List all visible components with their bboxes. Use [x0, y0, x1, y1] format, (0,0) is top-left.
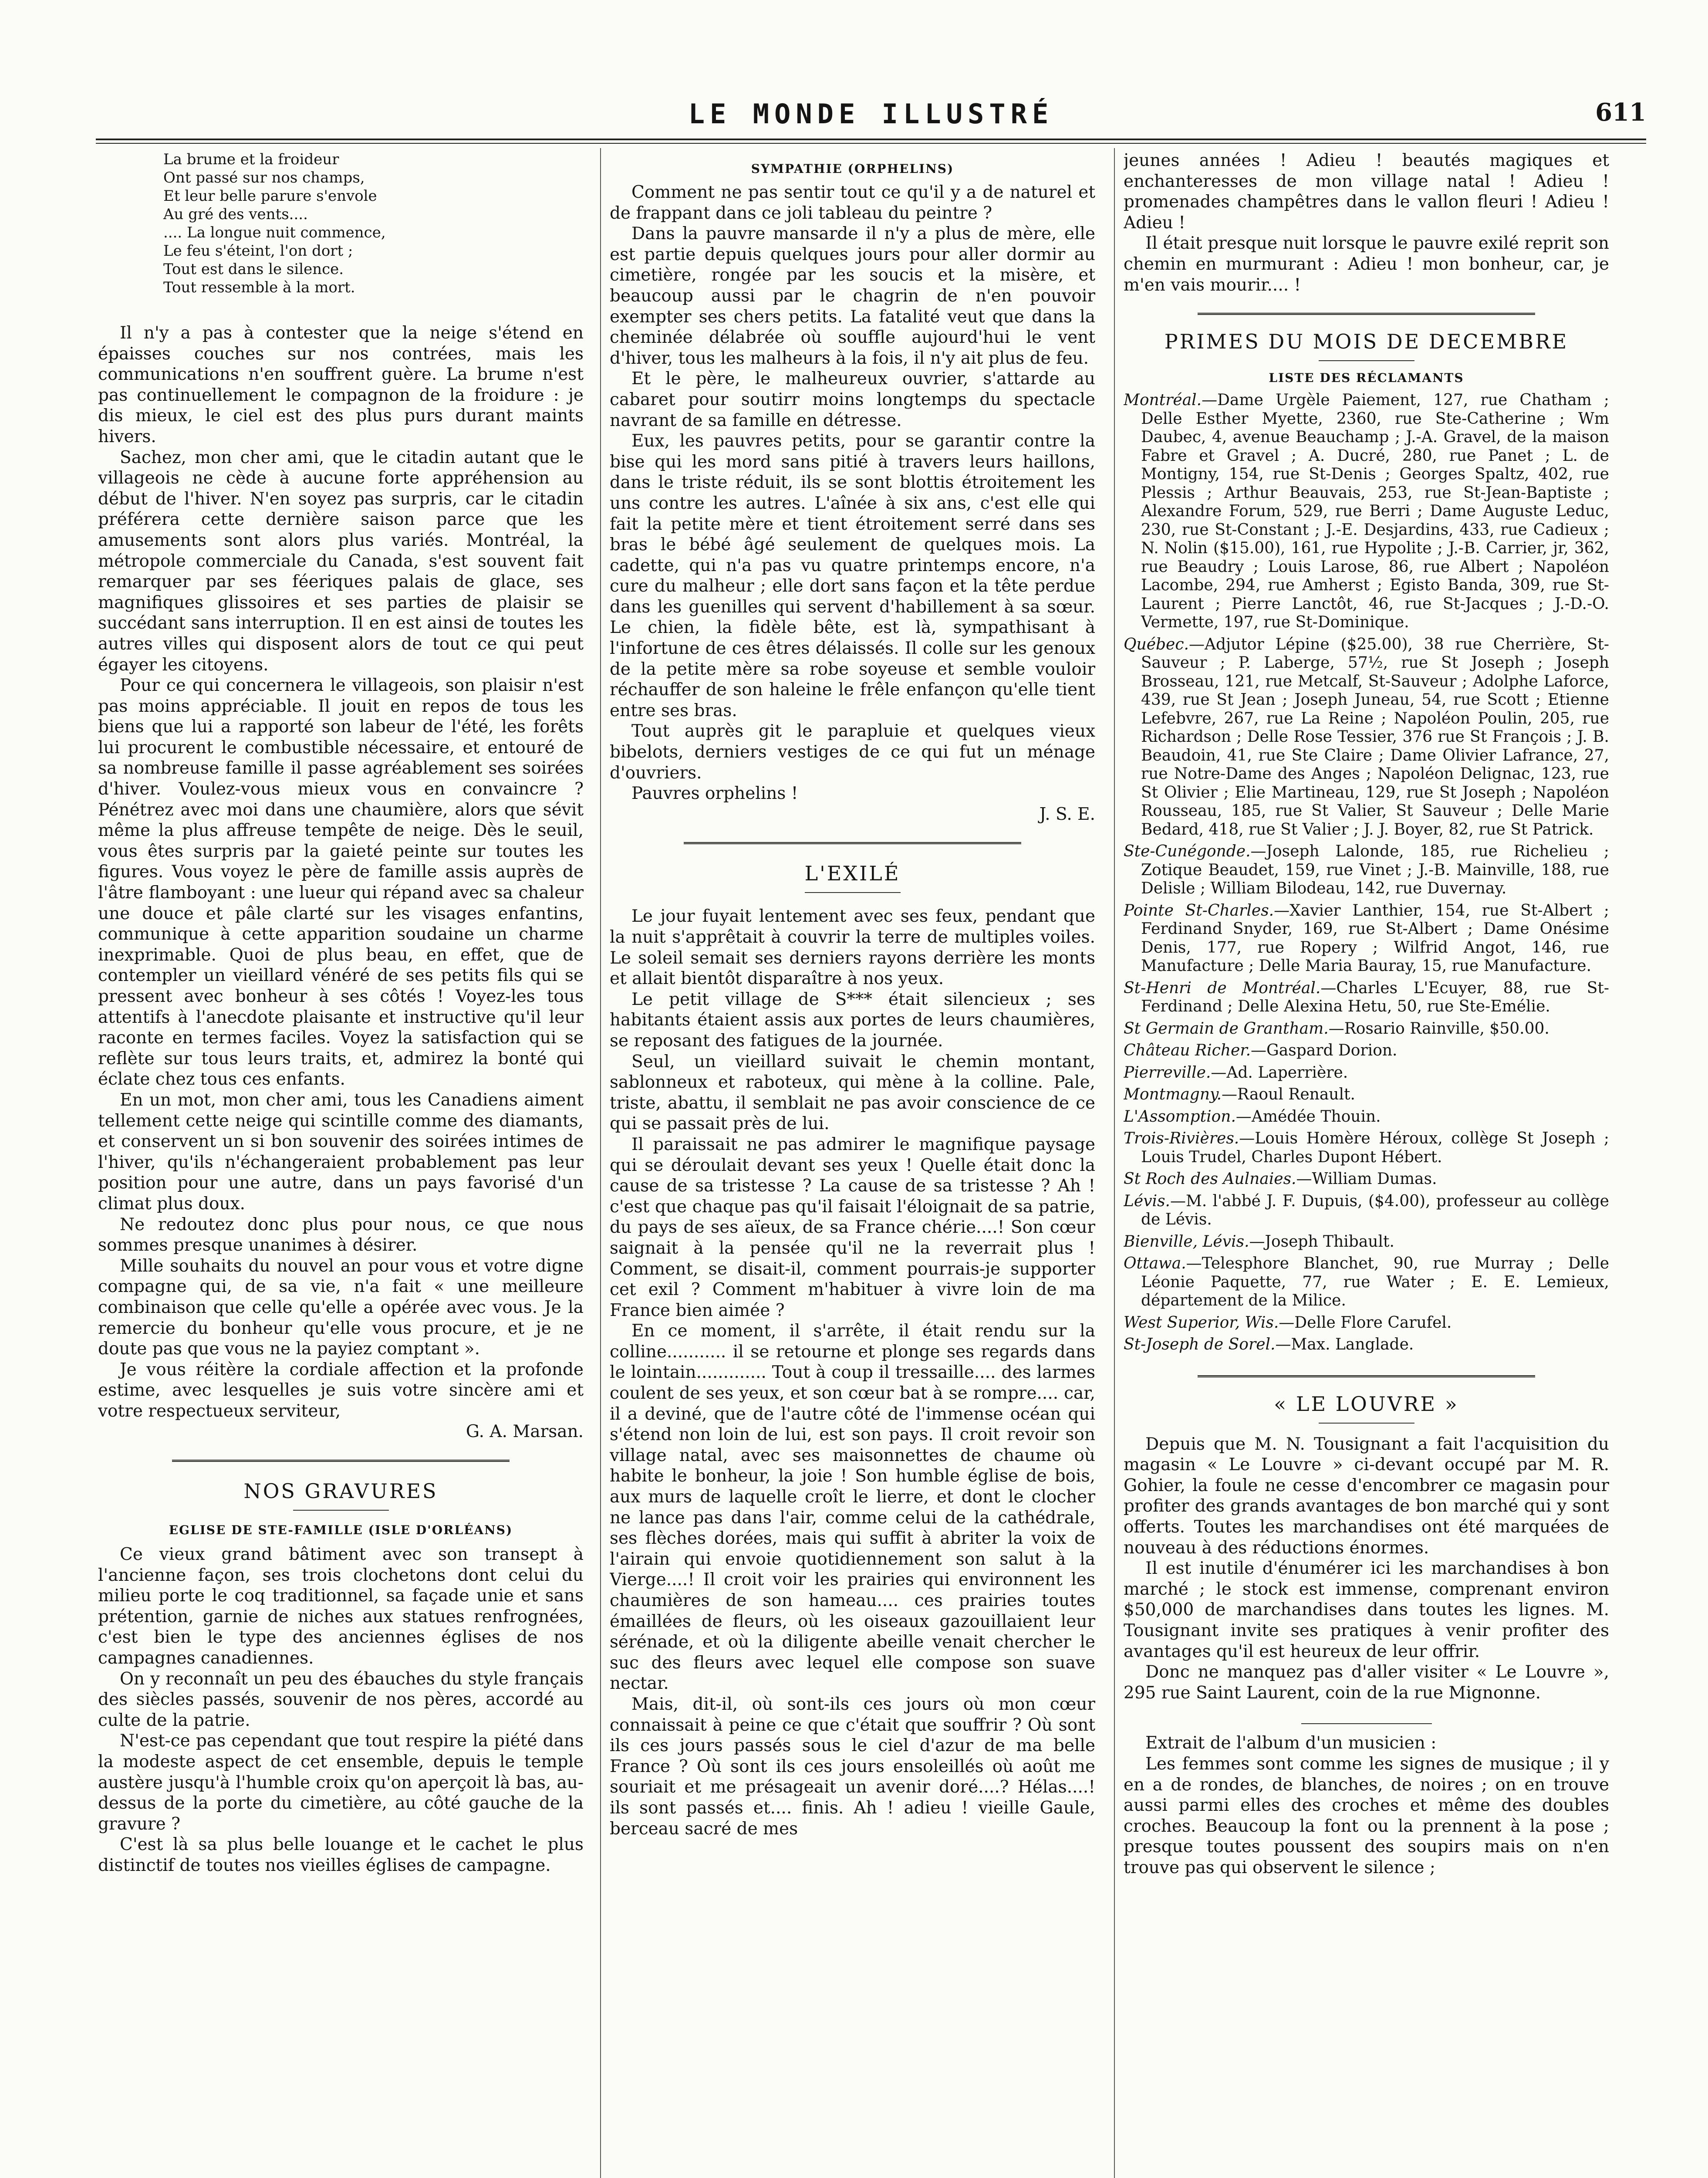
list-item: [1124, 1086, 1609, 1104]
section-title-louvre: « LE LOUVRE »: [1274, 1392, 1459, 1416]
exile-continued-paragraph: Il était presque nuit lorsque le pauvre exilé reprit son chemin en murmurant : Adieu ! mon bonheur, car, je m'en vais mourir.... !: [1124, 233, 1609, 295]
column-divider: [1114, 148, 1115, 2178]
newspaper-title: LE MONDE ILLUSTRÉ: [688, 98, 1054, 130]
list-item: [1124, 1336, 1609, 1354]
poem-line: Tout ressemble à la mort.: [163, 279, 355, 296]
gravures-paragraph: On y reconnaît un peu des ébauches du style français des siècles passés, souvenir de nos pères, accordé au culte de la patrie.: [98, 1669, 584, 1730]
sympathie-paragraph: Comment ne pas sentir tout ce qu'il y a de naturel et de frappant dans ce joli tableau du peintre ?: [610, 183, 1095, 223]
claimant-place: St-Henri de Montréal.: [1124, 979, 1321, 997]
column-2: [610, 150, 1095, 2178]
louvre-paragraph: Donc ne manquez pas d'aller visiter « Le Louvre », 295 rue Saint Laurent, coin de la rue Mignonne.: [1124, 1662, 1609, 1703]
sympathie-paragraph: Tout auprès git le parapluie et quelques vieux bibelots, derniers vestiges de ce qui fut un ménage d'ouvriers.: [610, 721, 1095, 783]
gravures-paragraph: Ce vieux grand bâtiment avec son transept à l'ancienne façon, ses trois clochetons dont celui du milieu porte le coq traditionnel, sa façade unie et sans prétention, garnie de niches aux statues renfrognées, c'est bien le type des anciennes églises de nos campagnes canadiennes.: [98, 1545, 584, 1668]
sympathie-paragraph: Dans la pauvre mansarde il n'y a plus de mère, elle est partie depuis quelques jours pour aller dormir au cimetière, rongée par les soucis et la misère, et beaucoup aussi par le chagrin de n'en pouvoir exempter ses chers petits. La fatalité veut que dans la cheminée délabrée où souffle aujourd'hui le vent d'hiver, tous les malheurs à la fois, il n'y ait plus de feu.: [610, 224, 1095, 368]
claimant-place: Château Richer.: [1124, 1042, 1251, 1060]
list-item: [1124, 1170, 1609, 1189]
claimant-place: Lévis.: [1124, 1192, 1170, 1210]
claimant-place: Montréal.: [1124, 391, 1202, 409]
claimant-place: Québec.: [1124, 635, 1189, 653]
column-divider: [600, 148, 601, 2178]
claimant-names: —Max. Langlade.: [1275, 1336, 1414, 1354]
album-paragraph: Les femmes sont comme les signes de musique ; il y en a de rondes, de blanches, de noires ; on en trouve aussi parmi elles des croches et même des doubles croches. Beaucoup la font ou la prennent à la pose ; presque toutes poussent des soupirs mais on n'en trouve pas qui observent le silence ;: [1124, 1754, 1609, 1877]
claimant-place: St-Joseph de Sorel.: [1124, 1336, 1276, 1354]
claimant-place: L'Assomption.: [1124, 1107, 1236, 1126]
list-item: [1124, 1255, 1609, 1310]
claimant-place: Pierreville.: [1124, 1063, 1211, 1082]
claimant-names: —Joseph Thibault.: [1249, 1232, 1394, 1251]
list-item: [1124, 1020, 1609, 1038]
claimant-names: —Joseph Lalonde, 185, rue Richelieu ; Zotique Beaudet, 159, rue Vinet ; J.-B. Mainville, 188, rue Delisle ; William Bilodeau, 142, rue Duvernay.: [1141, 842, 1609, 898]
primes-subtitle: LISTE DES RÉCLAMANTS: [1269, 371, 1464, 386]
claimant-names: —Rosario Rainville, $50.00.: [1328, 1019, 1549, 1038]
exile-paragraph: Le jour fuyait lentement avec ses feux, pendant que la nuit s'apprêtait à couvrir la terre de multiples voiles. Le soleil semait ses derniers rayons derrière les monts et allait bientôt disparaître à nos yeux.: [610, 906, 1095, 989]
list-item: [1124, 1314, 1609, 1333]
poem-line: Ont passé sur nos champs,: [163, 169, 365, 186]
poem-line: La brume et la froideur: [163, 151, 339, 168]
claimant-names: —Gaspard Dorion.: [1251, 1042, 1397, 1060]
header-rule: [96, 139, 1646, 140]
list-item: [1124, 979, 1609, 1016]
claimant-names: —Telesphore Blanchet, 90, rue Murray ; Delle Léonie Paquette, 77, rue Water ; E. E. Lemieux, département de la Milice.: [1141, 1255, 1609, 1310]
letter-paragraph: Pour ce qui concernera le villageois, son plaisir n'est pas moins appréciable. Il jouit en repos de tous les biens que lui a rapporté son labeur de l'été, les forêts lui procurent le combustible nécessaire, et entouré de sa nombreuse famille il passe agréablement ses soirées d'hiver. Voulez-vous mieux vous en convaincre ? Pénétrez avec moi dans une chaumière, alors que sévit même la plus affreuse tempête de neige. Dès le seuil, vous êtes surpris par la gaieté peinte sur toutes les figures. Vous voyez le père de famille assis auprès de l'âtre flamboyant : une lueur qui répand avec sa chaleur une douce et pâle clarté sur les visages enfantins, communique à cette apparition soudaine un charme inexprimable. Quoi de plus beau, en effet, que de contempler un vieillard vénéré de ses petits fils qui se pressent avec bonheur à ses côtés ! Voyez-les tous attentifs à l'anecdote plaisante et instructive qu'il leur raconte en termes faciles. Voyez la satisfaction qui se reflète sur tous leurs traits, et, admirez la bonté qui éclate chez tous ces enfants.: [98, 676, 584, 1089]
sympathie-signature: J. S. E.: [1039, 804, 1095, 824]
claimant-names: —Delle Flore Carufel.: [1279, 1313, 1452, 1332]
column-3: [1124, 150, 1609, 2178]
claimant-place: St Roch des Aulnaies.: [1124, 1170, 1296, 1188]
letter-paragraph: En un mot, mon cher ami, tous les Canadiens aiment tellement cette neige qui scintille comme des diamants, et conservent un si bon souvenir des soirées intimes de l'hiver, qu'ils n'échangeraient probablement pas leur position pour une autre, dans un pays favorisé d'un climat plus doux.: [98, 1090, 584, 1214]
claimant-place: Pointe St-Charles.: [1124, 901, 1274, 920]
exile-continued-paragraph: jeunes années ! Adieu ! beautés magiques et enchanteresses de mon village natal ! Adieu ! promenades champêtres dans le vallon fleuri ! Adieu ! Adieu !: [1124, 151, 1609, 233]
poem-line: Au gré des vents....: [163, 206, 308, 223]
claimant-place: Ste-Cunégonde.: [1124, 842, 1251, 861]
section-title-exile: L'EXILÉ: [804, 862, 901, 886]
poem-line: Et leur belle parure s'envole: [163, 187, 377, 205]
header-rule-thin: [96, 143, 1646, 144]
list-item: [1124, 1042, 1609, 1060]
list-item: [1124, 1064, 1609, 1082]
list-item: [1124, 391, 1609, 632]
claimant-names: —William Dumas.: [1296, 1170, 1437, 1188]
sympathie-paragraph: Eux, les pauvres petits, pour se garantir contre la bise qui les mord sans pitié à travers leurs haillons, dans le triste réduit, ils se sont blottis étroitement les uns contre les autres. L'aînée à six ans, c'est elle qui fait la petite mère et tient étroitement serré dans ses bras le bébé âgé seulement de quelques mois. La cadette, qui n'a pas vu quatre printemps encore, n'a cure du malheur ; elle dort sans façon et la tête perdue dans les guenilles qui servent d'habillement à sa sœur. Le chien, la fidèle bête, est là, sympathisant à l'infortune de ces êtres délaissés. Il colle sur les genoux de la petite mère sa robe soyeuse et semble vouloir réchauffer de son haleine le frêle enfançon qu'elle tient entre ses bras.: [610, 431, 1095, 720]
claimant-place: Ottawa.: [1124, 1255, 1186, 1273]
poem-line: Tout est dans le silence.: [163, 260, 344, 278]
list-item: [1124, 1130, 1609, 1167]
claimant-place: West Superior, Wis.: [1124, 1313, 1279, 1332]
gravures-subtitle: EGLISE DE STE-FAMILLE (ISLE D'ORLÉANS): [169, 1523, 513, 1538]
claimant-names: —Xavier Lanthier, 154, rue St-Albert ; Ferdinand Snyder, 169, rue St-Albert ; Dame Onésime Denis, 177, rue Ropery ; Wilfrid Angot, 146, rue Manufacture ; Delle Maria Bauray, 15, rue Manufacture.: [1141, 901, 1609, 975]
claimant-names: —Dame Urgèle Paiement, 127, rue Chatham ; Delle Esther Myette, 2360, rue Ste-Catherine ; Wm Daubec, 4, avenue Beauchamp ; J.-A. Gravel, de la maison Fabre et Gravel ; A. Ducré, 280, rue Panet ; L. de Montigny, 154, rue St-Denis ; Georges Spaltz, 402, rue Plessis ; Arthur Beauvais, 253, rue St-Jean-Baptiste ; Alexandre Forum, 529, rue Berri ; Dame Auguste Leduc, 230, rue St-Constant ; J.-E. Desjardins, 433, rue Cadieux ; N. Nolin ($15.00), 161, rue Hypolite ; J.-B. Carrier, jr, 362, rue Beaudry ; Louis Larose, 86, rue Albert ; Napoléon Lacombe, 294, rue Amherst ; Egisto Banda, 309, rue St-Laurent ; Pierre Lanctôt, 46, rue St-Jacques ; J.-D.-O. Vermette, 197, rue St-Dominique.: [1141, 391, 1609, 632]
letter-paragraph: Ne redoutez donc plus pour nous, ce que nous sommes presque unanimes à désirer.: [98, 1214, 584, 1255]
list-item: [1124, 1192, 1609, 1229]
list-item: [1124, 902, 1609, 976]
claimant-place: St Germain de Grantham.: [1124, 1019, 1329, 1038]
letter-signature: G. A. Marsan.: [466, 1422, 584, 1442]
letter-paragraph: Il n'y a pas à contester que la neige s'étend en épaisses couches sur nos contrées, mais les communications n'en souffrent guère. La brume n'est pas continuellement le compagnon de la froidure : je dis mieux, le ciel est des plus purs durant maints hivers.: [98, 323, 584, 446]
exile-paragraph: Seul, un vieillard suivait le chemin montant, sablonneux et raboteux, qui mène à la colline. Pale, triste, abattu, il semblait ne pas avoir conscience de ce qui se passait près de lui.: [610, 1052, 1095, 1134]
section-title-primes: PRIMES DU MOIS DE DECEMBRE: [1164, 330, 1569, 354]
louvre-paragraph: Depuis que M. N. Tousignant a fait l'acquisition du magasin « Le Louvre » ci-devant occupé par M. R. Gohier, la foule ne cesse d'encombrer ce magasin pour profiter des grands avantages de bon marché qui y sont offerts. Toutes les marchandises ont été marquées de nouveau à des réductions énormes.: [1124, 1434, 1609, 1558]
claimant-names: —Louis Homère Héroux, collège St Joseph ; Louis Trudel, Charles Dupont Hébert.: [1141, 1130, 1609, 1166]
sympathie-title: SYMPATHIE (ORPHELINS): [751, 162, 954, 176]
poem-line: .... La longue nuit commence,: [163, 224, 386, 241]
exile-paragraph: Il paraissait ne pas admirer le magnifique paysage qui se déroulait devant ses yeux ! Quelle était donc la cause de sa tristesse ? La cause de sa tristesse ? Ah ! c'est que chaque pas qu'il faisait l'éloignait de sa patrie, du pays de ses aïeux, de sa France chérie....! Son cœur saignait à la pensée qu'il ne la reverrait plus ! Comment, se disait-il, comment pourrais-je supporter cet exil ? Comment m'habituer à vivre loin de ma France bien aimée ?: [610, 1134, 1095, 1320]
list-item: [1124, 1108, 1609, 1126]
louvre-paragraph: Il est inutile d'énumérer ici les marchandises à bon marché ; le stock est immense, comprenant environ $50,000 de marchandises dans toutes les lignes. M. Tousignant invite ses pratiques à venir profiter des avantages qu'il est heureux de leur offrir.: [1124, 1559, 1609, 1661]
list-item: [1124, 1233, 1609, 1251]
letter-paragraph: Mille souhaits du nouvel an pour vous et votre digne compagne qui, de sa vie, n'a fait « une meilleure combinaison que celle qu'elle a opérée avec vous. Je la remercie du bonheur qu'elle vous procure, et je ne doute pas que vous ne la payiez comptant ».: [98, 1256, 584, 1359]
claimants-list: [1124, 391, 1609, 1354]
masthead: [96, 98, 1646, 137]
claimant-place: Bienville, Lévis.: [1124, 1232, 1249, 1251]
claimant-names: —Raoul Renault.: [1222, 1086, 1355, 1104]
section-title-gravures: NOS GRAVURES: [243, 1479, 438, 1503]
claimant-names: —Charles L'Ecuyer, 88, rue St-Ferdinand ; Delle Alexina Hetu, 50, rue Ste-Emélie.: [1141, 979, 1609, 1016]
gravures-paragraph: N'est-ce pas cependant que tout respire la piété dans la modeste aspect de cet ensemble, depuis le temple austère jusqu'à l'humble croix qu'on aperçoit là bas, au-dessus de la porte du cimetière, au côté gauche de la gravure ?: [98, 1731, 584, 1834]
claimant-names: —Adjutor Lépine ($25.00), 38 rue Cherrière, St-Sauveur ; P. Laberge, 57½, rue St Joseph ; Joseph Brosseau, 121, rue Metcalf, St-Sauveur ; Adolphe Laforce, 439, rue St Jean ; Joseph Juneau, 54, rue Scott ; Etienne Lefebvre, 267, rue La Reine ; Napoléon Poulin, 205, rue Richardson ; Delle Rose Tessier, 376 rue St François ; J. B. Beaudoin, 41, rue Ste Claire ; Dame Olivier Lafrance, 27, rue Notre-Dame des Anges ; Napoléon Delignac, 123, rue St Olivier ; Elie Martineau, 129, rue St Joseph ; Napoléon Rousseau, 185, rue St Valier, St Sauveur ; Delle Marie Bedard, 418, rue St Valier ; J. J. Boyer, 82, rue St Patrick.: [1141, 635, 1609, 839]
poem-line: Le feu s'éteint, l'on dort ;: [163, 242, 353, 260]
list-item: [1124, 842, 1609, 898]
claimant-place: Trois-Rivières.: [1124, 1130, 1239, 1148]
claimant-place: Montmagny.: [1124, 1086, 1222, 1104]
exile-paragraph: Le petit village de S*** était silencieux ; ses habitants étaient assis aux portes de leurs chaumières, se reposant des fatigues de la journée.: [610, 989, 1095, 1051]
list-item: [1124, 636, 1609, 839]
letter-paragraph: Je vous réitère la cordiale affection et la profonde estime, avec lesquelles je suis votre sincère ami et votre respectueux serviteur,: [98, 1360, 584, 1421]
poem: [163, 150, 584, 297]
exile-paragraph: Mais, dit-il, où sont-ils ces jours où mon cœur connaissait à peine ce que c'était que souffrir ? Où sont ils ces jours passés sous le ciel d'azur de ma belle France ? Où sont ils ces jours ensoleillés où août me souriait et me présageait un avenir doré....? Hélas....! ils sont passés et.... finis. Ah ! adieu ! vieille Gaule, berceau sacré de mes: [610, 1694, 1095, 1839]
album-paragraph: Extrait de l'album d'un musicien :: [1145, 1733, 1437, 1753]
exile-paragraph: En ce moment, il s'arrête, il était rendu sur la colline........... il se retourne et plonge ses regards dans le lointain............. Tout à coup il tressaille.... des larmes coulent de ses yeux, et son cœur bat à se rompre.... car, il a deviné, que de l'autre côté de l'immense océan qui s'étend non loin de lui, est son pays. Il croit revoir son village natal, avec ses maisonnettes de chaume où habite le bonheur, la joie ! Son humble église de bois, aux murs de laquelle croît le lierre, et dont le clocher ne lance pas dans l'air, comme celui de la cathédrale, ses flèches dorées, mais qui suffit à abriter la voix de l'airain qui envoie quotidiennement son salut à la Vierge....! Il croit voir les prairies qui environnent les chaumières de son hameau.... ces prairies toutes émaillées de fleurs, où les oiseaux gazouillaient leur sérénade, et où la diligente abeille venait chercher le suc des fleurs avec lequel elle compose son suave nectar.: [610, 1321, 1095, 1694]
claimant-names: —M. l'abbé J. F. Dupuis, ($4.00), professeur au collège de Lévis.: [1141, 1192, 1609, 1229]
claimant-names: —Ad. Laperrière.: [1211, 1063, 1348, 1082]
page-number: 611: [1595, 98, 1646, 127]
sympathie-paragraph: Et le père, le malheureux ouvrier, s'attarde au cabaret pour soutirr moins longtemps du spectacle navrant de sa famille en détresse.: [610, 369, 1095, 430]
sympathie-paragraph: Pauvres orphelins !: [631, 784, 798, 804]
column-1: [98, 150, 584, 2178]
claimant-names: —Amédée Thouin.: [1235, 1107, 1381, 1126]
gravures-paragraph: C'est là sa plus belle louange et le cachet le plus distinctif de toutes nos vieilles églises de campagne.: [98, 1835, 584, 1875]
letter-paragraph: Sachez, mon cher ami, que le citadin autant que le villageois ne cède à aucune forte appréhension au début de l'hiver. N'en soyez pas surpris, car le citadin préférera cette dernière saison parce que les amusements sont alors plus variés. Montréal, la métropole commerciale du Canada, s'est souvent fait remarquer par ses féeriques palais de glace, ses magnifiques glissoires et ses parties de plaisir se succédant sans interruption. Il en est ainsi de toutes les autres villes qui disposent alors de tout ce qui peut égayer les citoyens.: [98, 447, 584, 675]
